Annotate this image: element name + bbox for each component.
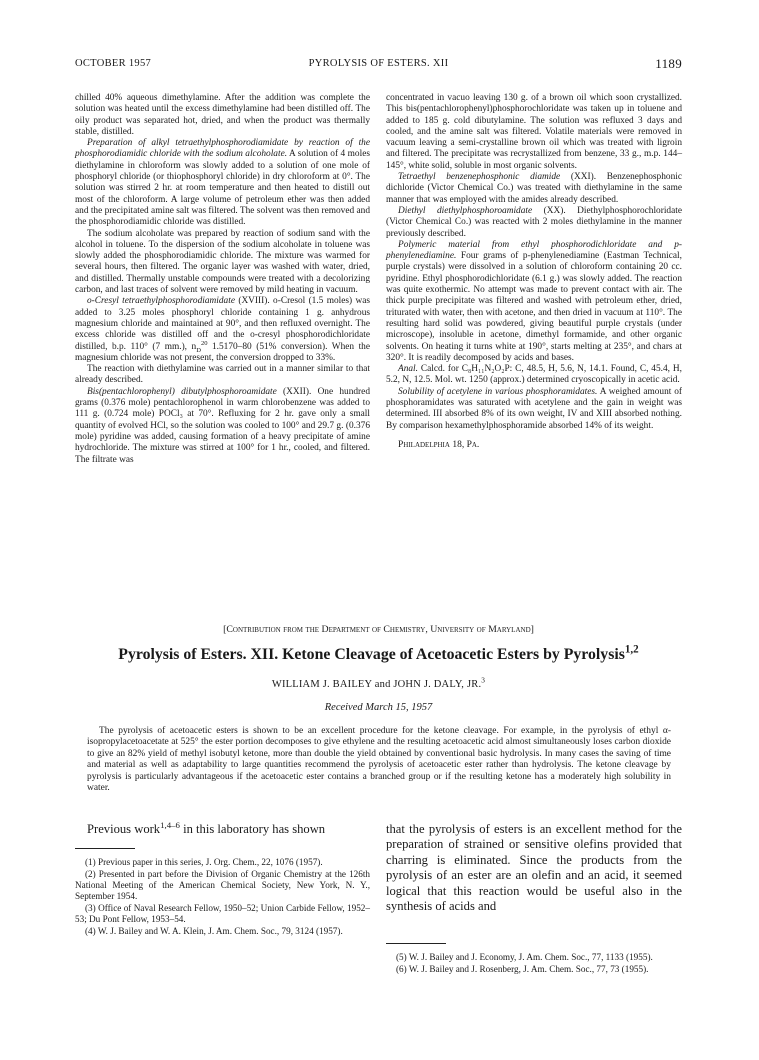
footnote: (2) Presented in part before the Division of Organic Chemistry at the 126th National Meeting of the American Chemical Society, New York, N. Y., September 1954.	[75, 869, 370, 901]
paragraph-body: Four grams of p-phenylenediamine (Eastman Technical, purple crystals) were dissolved in a solution of chloroform containing 20 cc. pyridine. Ethyl phosphorodichloridate (6.1 g.) was slowly added. The reaction was quite exothermic. No attempt was made to prevent contact with air. The thick purple precipitate was filtered and washed with petroleum ether, dried, triturated with water, then with acetone, and then dried in vacuum at 110°. The resulting hard solid was powdered, giving beautiful purple crystals (under microscope), insoluble in acetone, dimethyl formamide, and other organic solvents. On heating it turns white at 190°, starts melting at 235°, and chars at 320°. It is readily decomposed by acids and bases.	[386, 251, 682, 363]
paragraph	[75, 296, 370, 364]
paragraph: chilled 40% aqueous dimethylamine. After the addition was complete the solution was heated until the excess dimethylamine had been distilled off. The oily product was separated hot, dried, and when the product was thermally stable, distilled.	[75, 93, 370, 137]
paragraph-body: (XXII). One hundred grams (0.376 mole) pentachlorophenol in warm chlorobenzene was added to 111 g. (0.724 mole) POCl₃ at 70°. Refluxing for 2 hr. gave only a small quantity of evolved HCl, so the solution was cooled to 100° and 29.7 g. (0.376 mole) pyridine was added, causing formation of a heavy precipitate of amine hydrochloride. The mixture was stirred at 100° for 1 hr., cooled, and filtered. The filtrate was	[75, 386, 370, 465]
paragraph	[386, 364, 682, 387]
paragraph-heading: Bis(pentachlorophenyl) dibutylphosphoroamidate	[87, 386, 277, 397]
paragraph-heading: Anal.	[398, 364, 418, 375]
paragraph: The reaction with diethylamine was carried out in a manner similar to that already described.	[75, 364, 370, 386]
article-title	[75, 643, 682, 664]
author-location: Philadelphia 18, Pa.	[398, 439, 480, 450]
paragraph	[386, 172, 682, 206]
footnotes-right	[386, 952, 682, 976]
refractive-index-sup: 20	[200, 339, 208, 347]
paragraph	[75, 387, 370, 466]
right-column	[386, 93, 682, 451]
paragraph-body: (XVIII). o-Cresol (1.5 moles) was added to 3.25 moles phosphoryl chloride containing 1 g. anhydrous magnesium chloride and maintained at 90°, and then refluxed overnight. The excess chloride was distilled off and the o-cresyl phosphorodichloridate distilled, b.p. 110° (7 mm.), n	[75, 296, 370, 352]
intro-text: in this laboratory has shown	[179, 822, 326, 836]
paragraph-heading: Preparation of alkyl tetraethylphosphorodiamidate by reaction of the phosphorodiamidic chloride with the sodium alcoholate.	[75, 138, 370, 160]
page-number: 1189	[655, 56, 682, 71]
paragraph-body: (XXI). Benzenephosphonic dichloride (Victor Chemical Co.) was treated with diethylamine in the same manner that was employed with the amides already described.	[386, 172, 682, 205]
paragraph-body: A solution of 4 moles diethylamine in chloroform was slowly added to a solution of one mole of phosphoryl chloride (or thiophosphoryl chloride) in dry chloroform at 0°. The solution was stirred 2 hr. at room temperature and then heated to distill out most of the chloroform. A large volume of petroleum ether was then added and the precipitated amine salt was filtered. The solvent was then removed and the phosphorodiamidic chloride was distilled.	[75, 149, 370, 228]
running-head	[75, 58, 682, 74]
paragraph	[386, 387, 682, 432]
footnote: (3) Office of Naval Research Fellow, 1950–52; Union Carbide Fellow, 1952–53; Du Pont Fellow, 1953–54.	[75, 903, 370, 924]
author-names: WILLIAM J. BAILEY and JOHN J. DALY, JR.	[271, 679, 482, 690]
intro-text-left	[75, 819, 370, 837]
paragraph-heading: Diethyl diethylphosphoroamidate	[398, 205, 533, 216]
paragraph-body: Calcd. for C₈H₁₁N₂O₂P: C, 48.5, H, 5.6, N, 14.1. Found, C, 45.4, H, 5.2, N, 12.5. Mol. wt. 1250 (approx.) determined cryoscopically in acetic acid.	[386, 364, 682, 386]
paragraph: concentrated in vacuo leaving 130 g. of a brown oil which soon crystallized. This bis(pentachlorophenyl)phosphorochloridate was taken up in toluene and added to 185 g. cold dibutylamine. The solution was refluxed 3 days and cooled, and the amine salt was filtered. Volatile materials were removed in vacuum leaving a semi-crystalline brown oil which was treated with ligroin and filtered. The precipitate was recrystallized from benzene, 33 g., m.p. 144–145°, white solid, soluble in most organic solvents.	[386, 93, 682, 171]
paragraph: The sodium alcoholate was prepared by reaction of sodium sand with the alcohol in toluene. To the dispersion of the sodium alcoholate in toluene was slowly added the phosphorodiamidic chloride. The mixture was warmed for several hours, then filtered. The organic layer was washed with water, dried, and distilled. Thermally unstable compounds were treated with a decolorizing carbon, and last traces of solvent were removed by mild heating in vacuum.	[75, 228, 370, 296]
footnote: (1) Previous paper in this series, J. Org. Chem., 22, 1076 (1957).	[85, 857, 323, 867]
contribution-line: [Contribution from the Department of Chemistry, University of Maryland]	[223, 624, 534, 635]
paragraph-heading: Tetraethyl benzenephosphonic diamide	[398, 172, 561, 183]
authors	[75, 675, 682, 690]
left-column	[75, 93, 370, 466]
paragraph-body: A weighed amount of phosphoramidates was saturated with acetylene and the gain in weight was determined. III absorbed 8% of its own weight, IV and XIII absorbed nothing. By comparison hexamethylphosphoramide absorbed 14% of its weight.	[386, 386, 682, 431]
paragraph-heading: Polymeric material from ethyl phosphorodichloridate and p-phenylenediamine.	[386, 239, 682, 262]
footnote: (6) W. J. Bailey and J. Rosenberg, J. Am. Chem. Soc., 77, 73 (1955).	[396, 964, 649, 974]
paragraph-body: 1.5170–80 (51% conversion). When the magnesium chloride was not present, the conversion dropped to 33%.	[75, 341, 370, 363]
footnote-divider	[75, 848, 135, 849]
refractive-index-sub: D	[196, 346, 201, 354]
paragraph-heading: Solubility of acetylene in various phosphoramidates.	[398, 386, 598, 397]
paragraph	[386, 206, 682, 240]
author-footnote-ref: 3	[481, 675, 486, 685]
paragraph-body: (XX). Diethylphosphorochloridate (Victor Chemical Co.) was reacted with 2 moles diethylamine in the manner previously described.	[386, 205, 682, 239]
intro-text-right: that the pyrolysis of esters is an excellent method for the preparation of strained or sensitive olefins provided that charring is eliminated. Since the products from the pyrolysis of an ester are an olefin and an acid, it seemed logical that this reaction would be useful also in the synthesis of acids and	[386, 822, 682, 914]
footnote: (4) W. J. Bailey and W. A. Klein, J. Am. Chem. Soc., 79, 3124 (1957).	[85, 926, 343, 936]
footnote-divider	[386, 943, 446, 944]
abstract: The pyrolysis of acetoacetic esters is shown to be an excellent procedure for the ketone cleavage. For example, in the pyrolysis of ethyl α-isopropylacetoacetate at 525° the ester portion decomposes to give ethylene and the resulting acetoacetic acid almost simultaneously loses carbon dioxide to give an 82% yield of methyl isobutyl ketone, more than double the yield obtained by conventional basic hydrolysis. In many cases the saving of time and material as well as adaptability to large quantities recommend the pyrolysis of acetoacetic ester rather than hydrolysis. The ketone cleavage by pyrolysis is particularly advantageous if the acetoacetic ester contains a branched group or if the resulting ketone has a moderately high solubility in water.	[87, 726, 671, 794]
received-date: Received March 15, 1957	[324, 702, 433, 713]
intro-text: Previous work	[87, 822, 161, 836]
article-title-text: Pyrolysis of Esters. XII. Ketone Cleavage of Acetoacetic Esters by Pyrolysis	[118, 646, 625, 663]
title-footnote-ref: 1,2	[624, 643, 639, 656]
header-title: PYROLYSIS OF ESTERS. XII	[308, 58, 449, 69]
footnote: (5) W. J. Bailey and J. Economy, J. Am. Chem. Soc., 77, 1133 (1955).	[396, 952, 653, 962]
paragraph	[75, 138, 370, 228]
paragraph-heading: o-Cresyl tetraethylphosphorodiamidate	[87, 296, 235, 307]
intro-footnote-ref: 1,4–6	[160, 819, 180, 830]
footnotes-left	[75, 857, 370, 938]
header-date: OCTOBER 1957	[75, 58, 152, 69]
paragraph	[386, 240, 682, 364]
